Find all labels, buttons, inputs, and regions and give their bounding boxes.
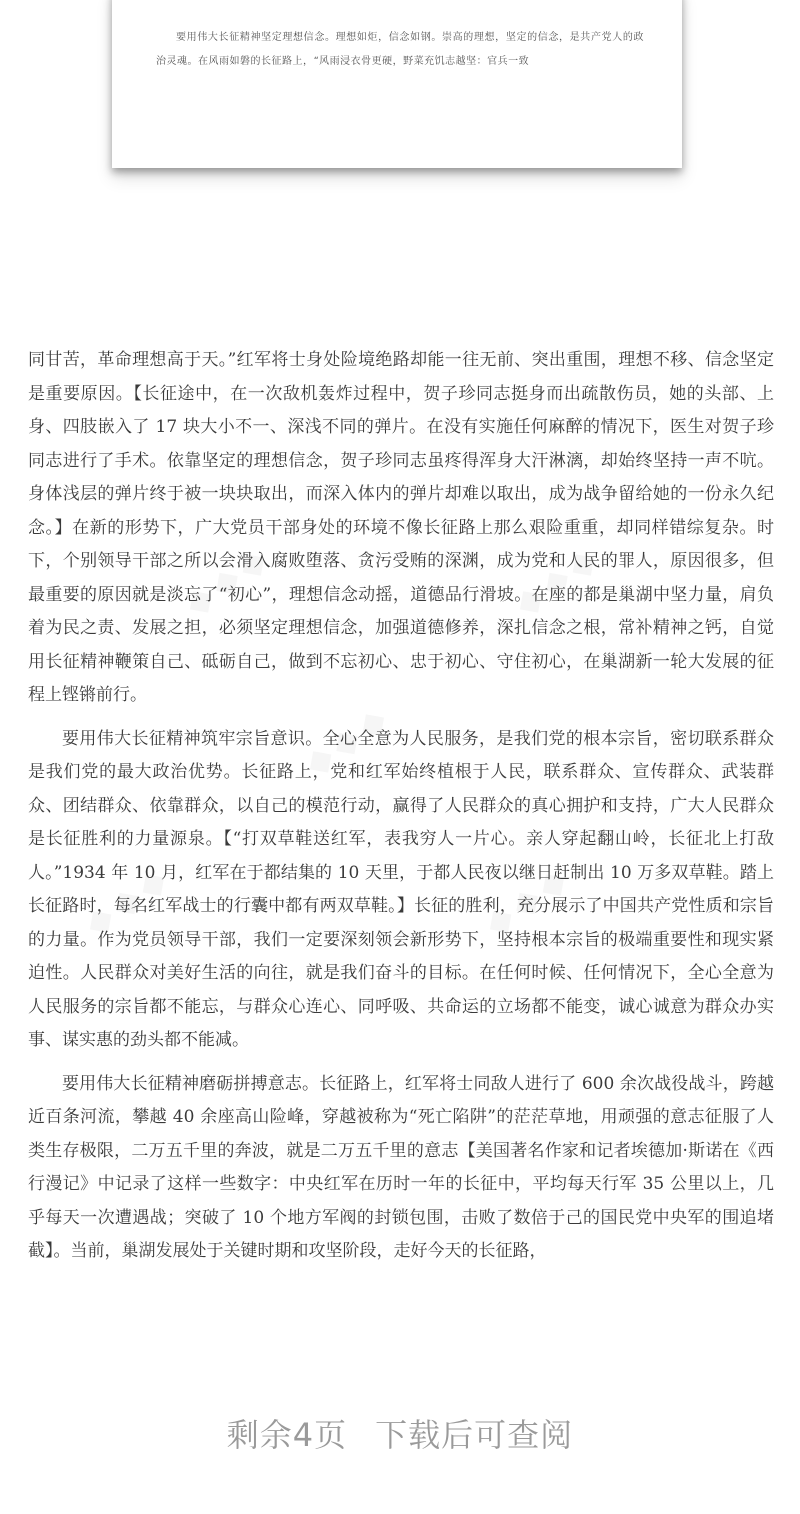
read-more-button[interactable] [0,1410,800,1466]
watermark: ◆◆◆ [77,855,180,945]
remaining-pages-label: 剩余4页 [226,1416,348,1454]
watermark: ◆◆◆ [177,535,280,625]
document-preview-card [112,0,682,168]
download-to-view-label: 下载后可查阅 [375,1416,574,1454]
watermark: ◆◆◆ [297,695,400,785]
watermark: ◆◆◆ [507,535,610,625]
paragraph: 要用伟大长征精神磨砺拼搏意志。长征路上，红军将士同敌人进行了 600 余次战役战斗，跨越近百条河流，攀越 40 余座高山险峰，穿越被称为“死亡陷阱”的茫茫草地，用顽强的意志征服了人类生存极限，二万五千里的奔波，就是二万五千里的意志【美国著名作家和记者埃德加·斯诺在《西行漫记》中记录了这样一些数字：中央红军在历时一年的长征中，平均每天行军 35 公里以上，几乎每天一次遭遇战；突破了 10 个地方军阀的封锁包围，击败了数倍于己的国民党中央军的围追堵截】。当前，巢湖发展处于关键时期和攻坚阶段，走好今天的长征路， [28,1073,774,1261]
paragraph: 同甘苦，革命理想高于天。”红军将士身处险境绝路却能一往无前、突出重围，理想不移、信念坚定是重要原因。【长征途中，在一次敌机轰炸过程中，贺子珍同志挺身而出疏散伤员，她的头部、上身、四肢嵌入了 17 块大小不一、深浅不同的弹片。在没有实施任何麻醉的情况下，医生对贺子珍同志进行了手术。依靠坚定的理想信念，贺子珍同志虽疼得浑身大汗淋漓，却始终坚持一声不吭。身体浅层的弹片终于被一块块取出，而深入体内的弹片却难以取出，成为战争留给她的一份永久纪念。】在新的形势下，广大党员干部身处的环境不像长征路上那么艰险重重，却同样错综复杂。时下，个别领导干部之所以会滑入腐败堕落、贪污受贿的深渊，成为党和人民的罪人，原因很多，但最重要的原因就是淡忘了“初心”，理想信念动摇，道德品行滑坡。在座的都是巢湖中坚力量，肩负着为民之责、发展之担，必须坚定理想信念，加强道德修养，深扎信念之根，常补精神之钙，自觉用长征精神鞭策自己、砥砺自己，做到不忘初心、忠于初心、守住初心，在巢湖新一轮大发展的征程上铿锵前行。 [28,350,774,705]
watermark: ◆◆◆ [477,855,580,945]
preview-paragraph: 要用伟大长征精神坚定理想信念。理想如炬，信念如钢。崇高的理想，坚定的信念，是共产党人的政治灵魂。在风雨如磐的长征路上，“风雨浸衣骨更硬，野菜充饥志越坚：官兵一致 [156,32,644,67]
paragraph: 要用伟大长征精神筑牢宗旨意识。全心全意为人民服务，是我们党的根本宗旨，密切联系群众是我们党的最大政治优势。长征路上，党和红军始终植根于人民，联系群众、宣传群众、武装群众、团结群众、依靠群众，以自己的模范行动，赢得了人民群众的真心拥护和支持，广大人民群众是长征胜利的力量源泉。【“打双草鞋送红军，表我穷人一片心。亲人穿起翻山岭，长征北上打敌人。”1934 年 10 月，红军在于都结集的 10 天里，于都人民夜以继日赶制出 10 万多双草鞋。踏上长征路时，每名红军战士的行囊中都有两双草鞋。】长征的胜利，充分展示了中国共产党性质和宗旨的力量。作为党员领导干部，我们一定要深刻领会新形势下，坚持根本宗旨的极端重要性和现实紧迫性。人民群众对美好生活的向往，就是我们奋斗的目标。在任何时候、任何情况下，全心全意为人民服务的宗旨都不能忘，与群众心连心、同呼吸、共命运的立场都不能变，诚心诚意为群众办实事、谋实惠的劲头都不能减。 [28,728,774,1050]
document-body [28,344,774,1279]
